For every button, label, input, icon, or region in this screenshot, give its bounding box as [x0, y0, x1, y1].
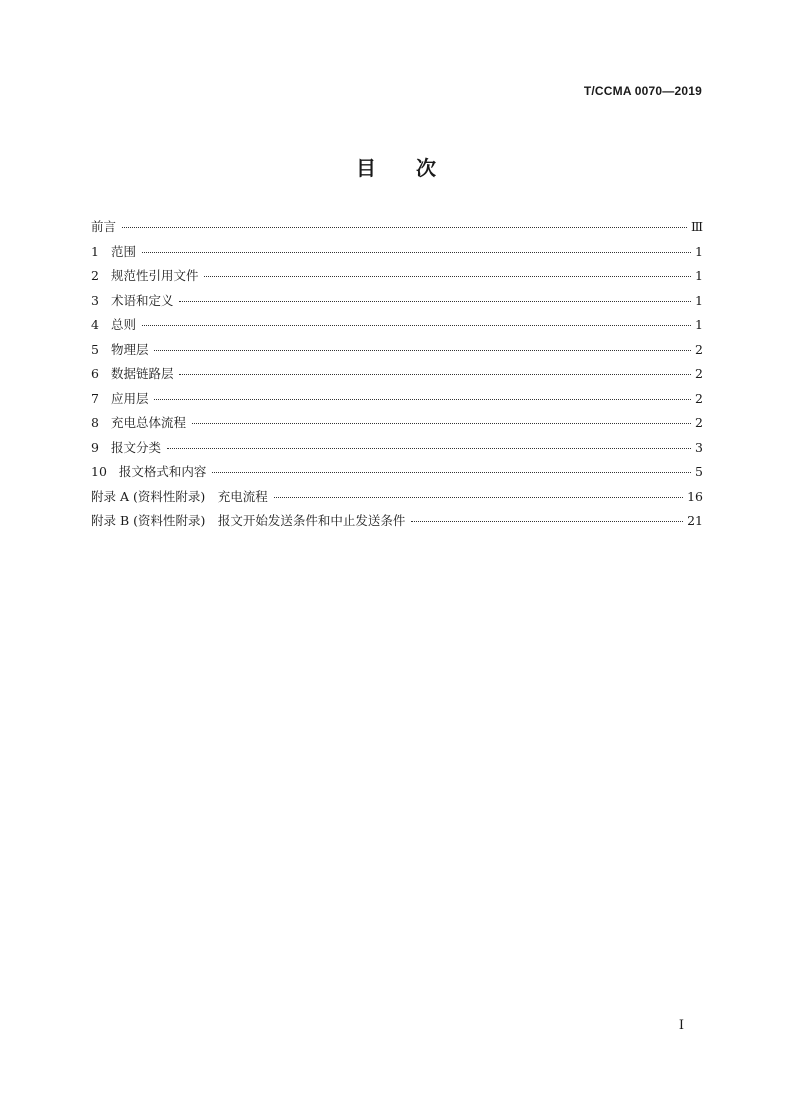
toc-section-number: 2	[91, 268, 99, 283]
toc-page-number: 1	[695, 292, 703, 308]
toc-entry-label	[91, 243, 136, 261]
toc-entry-text: 报文格式和内容	[118, 464, 207, 479]
toc-entry-text: 物理层	[110, 341, 149, 357]
toc-page-number: 21	[687, 513, 703, 528]
toc-entry-label	[91, 341, 148, 359]
toc-entry-text: 附录 A (资料性附录) 充电流程	[91, 488, 268, 504]
toc-entry-label	[91, 292, 173, 310]
toc-section-number: 10	[91, 464, 107, 479]
toc-section-number: 7	[91, 390, 99, 406]
toc-entry-appendix-b[interactable]	[91, 510, 703, 535]
dot-leader	[154, 385, 691, 400]
toc-section-number: 5	[91, 341, 99, 357]
toc-page-number: 2	[695, 341, 703, 357]
toc-entry-text: 数据链路层	[110, 366, 174, 381]
toc-page-number: 3	[695, 439, 703, 455]
toc-page-number: 2	[695, 366, 703, 381]
toc-entry-text: 规范性引用文件	[110, 268, 199, 283]
toc-entry-label	[91, 390, 148, 408]
dot-leader	[212, 458, 691, 473]
toc-entry-text: 范围	[110, 243, 136, 259]
toc-page-number: 1	[695, 243, 703, 259]
toc-entry-label	[91, 316, 136, 334]
dot-leader	[179, 360, 691, 375]
toc-entry-text: 总则	[110, 317, 136, 332]
toc-entry-label	[91, 267, 198, 285]
toc-entry-text: 应用层	[110, 390, 149, 406]
toc-entry-label	[91, 463, 206, 481]
footer-page-number: I	[678, 1018, 684, 1033]
toc-entry-label	[91, 439, 161, 457]
dot-leader	[142, 238, 691, 253]
toc-section-number: 3	[91, 292, 99, 308]
toc-entry-label	[91, 488, 268, 506]
toc-section-number: 9	[91, 439, 99, 455]
toc-section-number: 6	[91, 366, 99, 381]
toc-entry-text: 术语和定义	[110, 292, 174, 308]
toc-section-number: 4	[91, 317, 99, 332]
toc-entry-label	[91, 218, 116, 236]
table-of-contents	[91, 216, 703, 535]
toc-page-number: 1	[695, 268, 703, 283]
page-title: 目次	[356, 156, 476, 180]
dot-leader	[154, 336, 691, 351]
toc-entry-text: 报文分类	[110, 439, 161, 455]
toc-entry-label	[91, 512, 405, 530]
toc-page-number: 2	[695, 415, 703, 430]
document-code: T/CCMA 0070—2019	[583, 84, 702, 98]
toc-entry-label	[91, 365, 173, 383]
toc-page-number: 16	[687, 488, 703, 504]
toc-page-number: 1	[695, 317, 703, 332]
toc-page-number: 5	[695, 464, 703, 479]
toc-section-number: 1	[91, 243, 99, 259]
dot-leader	[192, 409, 691, 424]
dot-leader	[411, 507, 683, 522]
toc-entry-text: 充电总体流程	[110, 415, 186, 430]
dot-leader	[167, 434, 691, 449]
toc-entry-text: 前言	[91, 219, 117, 234]
toc-page-number: Ⅲ	[690, 219, 703, 234]
toc-entry-text: 附录 B (资料性附录) 报文开始发送条件和中止发送条件	[91, 513, 406, 528]
dot-leader	[142, 311, 691, 326]
toc-section-number: 8	[91, 415, 99, 430]
dot-leader	[204, 262, 691, 277]
dot-leader	[179, 287, 691, 302]
toc-entry-label	[91, 414, 186, 432]
dot-leader	[122, 213, 687, 228]
toc-page-number: 2	[695, 390, 703, 406]
dot-leader	[274, 483, 683, 498]
